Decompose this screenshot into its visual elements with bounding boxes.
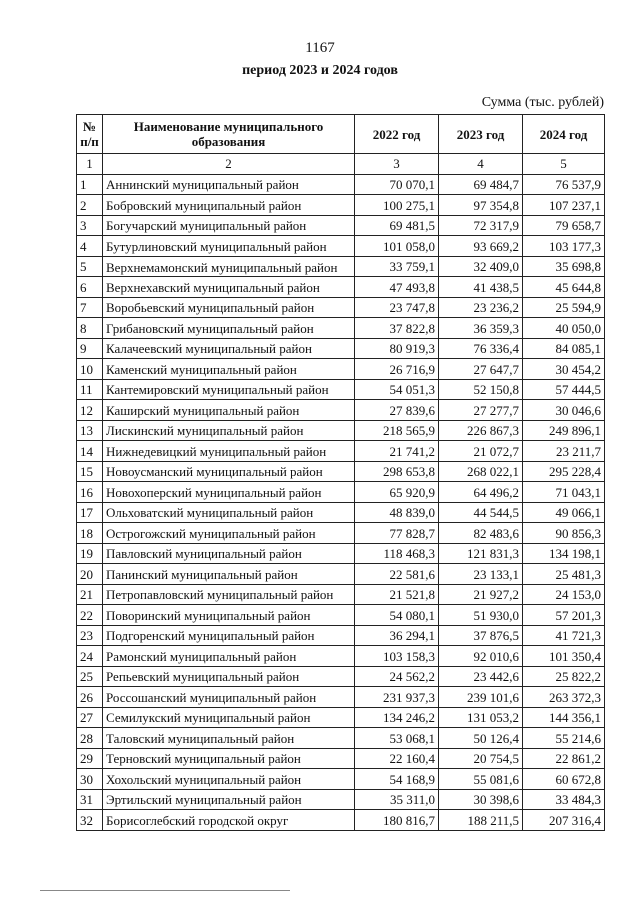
value-2023: 92 010,6 [439, 646, 523, 667]
municipality-name: Кантемировский муниципальный район [103, 379, 355, 400]
row-number: 10 [77, 359, 103, 380]
municipality-name: Лискинский муниципальный район [103, 420, 355, 441]
municipality-name: Каменский муниципальный район [103, 359, 355, 380]
value-2023: 76 336,4 [439, 338, 523, 359]
row-number: 5 [77, 256, 103, 277]
column-index: 1 [77, 154, 103, 175]
row-number: 19 [77, 543, 103, 564]
value-2023: 50 126,4 [439, 728, 523, 749]
row-number: 16 [77, 482, 103, 503]
municipality-name: Каширский муниципальный район [103, 400, 355, 421]
value-2023: 20 754,5 [439, 748, 523, 769]
value-2023: 44 544,5 [439, 502, 523, 523]
row-number: 7 [77, 297, 103, 318]
value-2023: 268 022,1 [439, 461, 523, 482]
table-row [77, 687, 605, 708]
table-row [77, 318, 605, 339]
value-2022: 23 747,8 [355, 297, 439, 318]
value-2024: 71 043,1 [523, 482, 605, 503]
page-number: 1167 [305, 40, 335, 56]
municipality-name: Эртильский муниципальный район [103, 789, 355, 810]
value-2024: 49 066,1 [523, 502, 605, 523]
value-2022: 54 051,3 [355, 379, 439, 400]
column-index: 5 [523, 154, 605, 175]
value-2022: 53 068,1 [355, 728, 439, 749]
row-number: 29 [77, 748, 103, 769]
row-number: 21 [77, 584, 103, 605]
municipality-name: Грибановский муниципальный район [103, 318, 355, 339]
value-2024: 84 085,1 [523, 338, 605, 359]
value-2024: 23 211,7 [523, 441, 605, 462]
value-2023: 41 438,5 [439, 277, 523, 298]
value-2023: 23 442,6 [439, 666, 523, 687]
municipality-name: Борисоглебский городской округ [103, 810, 355, 831]
municipality-name: Хохольский муниципальный район [103, 769, 355, 790]
value-2023: 23 133,1 [439, 564, 523, 585]
value-2023: 72 317,9 [439, 215, 523, 236]
municipality-name: Воробьевский муниципальный район [103, 297, 355, 318]
value-2022: 35 311,0 [355, 789, 439, 810]
value-2023: 69 484,7 [439, 174, 523, 195]
value-2024: 90 856,3 [523, 523, 605, 544]
value-2022: 37 822,8 [355, 318, 439, 339]
value-2024: 107 237,1 [523, 195, 605, 216]
table-row [77, 789, 605, 810]
municipality-name: Новоусманский муниципальный район [103, 461, 355, 482]
municipality-name: Бобровский муниципальный район [103, 195, 355, 216]
value-2023: 23 236,2 [439, 297, 523, 318]
value-2023: 27 647,7 [439, 359, 523, 380]
table-row [77, 400, 605, 421]
table-row [77, 646, 605, 667]
table-row [77, 523, 605, 544]
table-row [77, 461, 605, 482]
row-number: 24 [77, 646, 103, 667]
value-2023: 93 669,2 [439, 236, 523, 257]
value-2022: 27 839,6 [355, 400, 439, 421]
row-number: 6 [77, 277, 103, 298]
municipality-name: Павловский муниципальный район [103, 543, 355, 564]
row-number: 32 [77, 810, 103, 831]
header-2024: 2024 год [523, 115, 605, 154]
municipality-name: Петропавловский муниципальный район [103, 584, 355, 605]
municipality-name: Подгоренский муниципальный район [103, 625, 355, 646]
row-number: 30 [77, 769, 103, 790]
value-2024: 30 046,6 [523, 400, 605, 421]
row-number: 15 [77, 461, 103, 482]
row-number: 17 [77, 502, 103, 523]
value-2022: 24 562,2 [355, 666, 439, 687]
value-2022: 47 493,8 [355, 277, 439, 298]
municipality-name: Калачеевский муниципальный район [103, 338, 355, 359]
table-body [77, 174, 605, 830]
table-row [77, 748, 605, 769]
value-2023: 52 150,8 [439, 379, 523, 400]
table-row [77, 625, 605, 646]
value-2024: 33 484,3 [523, 789, 605, 810]
value-2024: 55 214,6 [523, 728, 605, 749]
value-2022: 231 937,3 [355, 687, 439, 708]
value-2024: 144 356,1 [523, 707, 605, 728]
row-number: 8 [77, 318, 103, 339]
value-2024: 295 228,4 [523, 461, 605, 482]
municipality-name: Таловский муниципальный район [103, 728, 355, 749]
municipality-name: Верхнехавский муниципальный район [103, 277, 355, 298]
municipality-name: Ольховатский муниципальный район [103, 502, 355, 523]
value-2023: 21 072,7 [439, 441, 523, 462]
table-row [77, 277, 605, 298]
table-row [77, 543, 605, 564]
value-2024: 60 672,8 [523, 769, 605, 790]
municipality-name: Богучарский муниципальный район [103, 215, 355, 236]
value-2022: 298 653,8 [355, 461, 439, 482]
value-2023: 82 483,6 [439, 523, 523, 544]
table-row [77, 564, 605, 585]
value-2024: 30 454,2 [523, 359, 605, 380]
value-2024: 24 153,0 [523, 584, 605, 605]
value-2023: 36 359,3 [439, 318, 523, 339]
row-number: 26 [77, 687, 103, 708]
value-2023: 30 398,6 [439, 789, 523, 810]
value-2024: 25 594,9 [523, 297, 605, 318]
row-number: 1 [77, 174, 103, 195]
municipality-name: Россошанский муниципальный район [103, 687, 355, 708]
value-2024: 76 537,9 [523, 174, 605, 195]
value-2022: 180 816,7 [355, 810, 439, 831]
table-row [77, 502, 605, 523]
column-index-row [77, 154, 605, 175]
column-index: 4 [439, 154, 523, 175]
row-number: 11 [77, 379, 103, 400]
header-num: № п/п [77, 115, 103, 154]
value-2024: 25 822,2 [523, 666, 605, 687]
table-row [77, 379, 605, 400]
value-2024: 57 444,5 [523, 379, 605, 400]
value-2023: 64 496,2 [439, 482, 523, 503]
header-name: Наименование муниципального образования [103, 115, 355, 154]
value-2022: 21 741,2 [355, 441, 439, 462]
unit-note: Сумма (тыс. рублей) [481, 95, 604, 110]
value-2022: 118 468,3 [355, 543, 439, 564]
value-2023: 21 927,2 [439, 584, 523, 605]
table-row [77, 420, 605, 441]
value-2022: 218 565,9 [355, 420, 439, 441]
table-row [77, 297, 605, 318]
value-2023: 55 081,6 [439, 769, 523, 790]
municipality-name: Новохоперский муниципальный район [103, 482, 355, 503]
budget-table [76, 114, 605, 831]
value-2022: 26 716,9 [355, 359, 439, 380]
row-number: 28 [77, 728, 103, 749]
row-number: 2 [77, 195, 103, 216]
municipality-name: Верхнемамонский муниципальный район [103, 256, 355, 277]
value-2024: 134 198,1 [523, 543, 605, 564]
value-2022: 22 160,4 [355, 748, 439, 769]
value-2022: 100 275,1 [355, 195, 439, 216]
column-index: 2 [103, 154, 355, 175]
value-2023: 188 211,5 [439, 810, 523, 831]
row-number: 14 [77, 441, 103, 462]
table-row [77, 441, 605, 462]
column-index: 3 [355, 154, 439, 175]
value-2024: 25 481,3 [523, 564, 605, 585]
value-2023: 32 409,0 [439, 256, 523, 277]
value-2024: 40 050,0 [523, 318, 605, 339]
value-2022: 33 759,1 [355, 256, 439, 277]
value-2022: 80 919,3 [355, 338, 439, 359]
row-number: 20 [77, 564, 103, 585]
value-2024: 103 177,3 [523, 236, 605, 257]
value-2023: 121 831,3 [439, 543, 523, 564]
value-2023: 37 876,5 [439, 625, 523, 646]
table-row [77, 666, 605, 687]
value-2022: 103 158,3 [355, 646, 439, 667]
value-2024: 79 658,7 [523, 215, 605, 236]
value-2022: 21 521,8 [355, 584, 439, 605]
row-number: 25 [77, 666, 103, 687]
municipality-name: Поворинский муниципальный район [103, 605, 355, 626]
value-2023: 226 867,3 [439, 420, 523, 441]
table-row [77, 482, 605, 503]
value-2024: 263 372,3 [523, 687, 605, 708]
value-2023: 97 354,8 [439, 195, 523, 216]
table-row [77, 236, 605, 257]
municipality-name: Аннинский муниципальный район [103, 174, 355, 195]
row-number: 4 [77, 236, 103, 257]
municipality-name: Семилукский муниципальный район [103, 707, 355, 728]
table-row [77, 605, 605, 626]
table-row [77, 338, 605, 359]
value-2023: 131 053,2 [439, 707, 523, 728]
municipality-name: Нижнедевицкий муниципальный район [103, 441, 355, 462]
value-2022: 70 070,1 [355, 174, 439, 195]
value-2023: 27 277,7 [439, 400, 523, 421]
table-header-row [77, 115, 605, 154]
table-row [77, 215, 605, 236]
row-number: 27 [77, 707, 103, 728]
row-number: 12 [77, 400, 103, 421]
value-2022: 69 481,5 [355, 215, 439, 236]
header-2023: 2023 год [439, 115, 523, 154]
table-row [77, 728, 605, 749]
value-2024: 41 721,3 [523, 625, 605, 646]
value-2022: 48 839,0 [355, 502, 439, 523]
value-2024: 249 896,1 [523, 420, 605, 441]
value-2024: 35 698,8 [523, 256, 605, 277]
value-2022: 54 080,1 [355, 605, 439, 626]
value-2022: 101 058,0 [355, 236, 439, 257]
value-2023: 51 930,0 [439, 605, 523, 626]
row-number: 3 [77, 215, 103, 236]
row-number: 22 [77, 605, 103, 626]
municipality-name: Бутурлиновский муниципальный район [103, 236, 355, 257]
municipality-name: Панинский муниципальный район [103, 564, 355, 585]
value-2023: 239 101,6 [439, 687, 523, 708]
row-number: 18 [77, 523, 103, 544]
table-row [77, 584, 605, 605]
municipality-name: Репьевский муниципальный район [103, 666, 355, 687]
row-number: 23 [77, 625, 103, 646]
value-2024: 207 316,4 [523, 810, 605, 831]
value-2024: 57 201,3 [523, 605, 605, 626]
table-row [77, 810, 605, 831]
footer-divider [40, 890, 290, 891]
row-number: 9 [77, 338, 103, 359]
row-number: 13 [77, 420, 103, 441]
value-2022: 36 294,1 [355, 625, 439, 646]
municipality-name: Рамонский муниципальный район [103, 646, 355, 667]
value-2022: 134 246,2 [355, 707, 439, 728]
municipality-name: Терновский муниципальный район [103, 748, 355, 769]
table-row [77, 769, 605, 790]
document-subtitle: период 2023 и 2024 годов [242, 63, 398, 78]
row-number: 31 [77, 789, 103, 810]
header-2022: 2022 год [355, 115, 439, 154]
value-2024: 101 350,4 [523, 646, 605, 667]
table-row [77, 359, 605, 380]
value-2022: 22 581,6 [355, 564, 439, 585]
value-2022: 65 920,9 [355, 482, 439, 503]
table-row [77, 707, 605, 728]
table-row [77, 174, 605, 195]
value-2022: 54 168,9 [355, 769, 439, 790]
table-row [77, 256, 605, 277]
table-row [77, 195, 605, 216]
municipality-name: Острогожский муниципальный район [103, 523, 355, 544]
value-2024: 45 644,8 [523, 277, 605, 298]
value-2022: 77 828,7 [355, 523, 439, 544]
value-2024: 22 861,2 [523, 748, 605, 769]
